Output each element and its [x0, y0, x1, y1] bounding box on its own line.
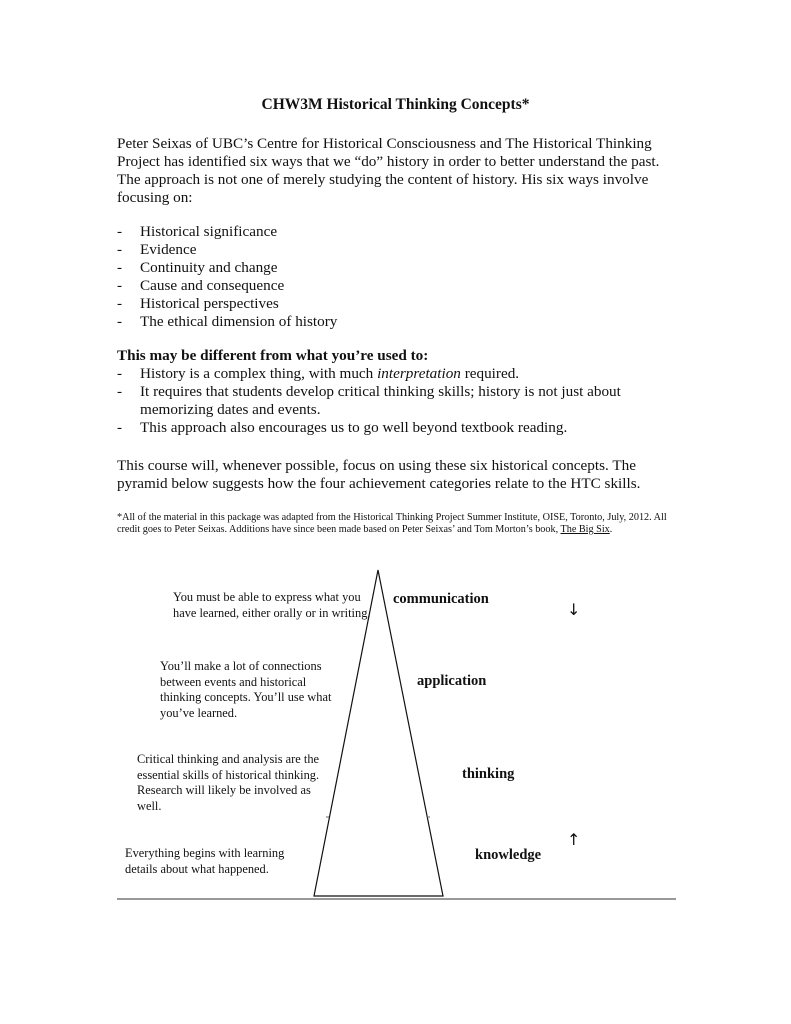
bullet-dash: -: [117, 241, 123, 258]
knowledge-label: knowledge: [475, 847, 542, 863]
page-title: CHW3M Historical Thinking Concepts*: [261, 96, 530, 113]
thinking-label: thinking: [462, 766, 515, 782]
thinking-description: Critical thinking and analysis are the essential skills of historical thinking. Research will likely be involved as well.: [137, 752, 320, 813]
application-label: application: [417, 673, 487, 689]
list-item: - Historical perspectives: [117, 295, 279, 312]
book-title: The Big Six: [560, 524, 610, 535]
communication-description: You must be able to express what you have learned, either orally or in writing.: [173, 590, 371, 620]
arrow-up-icon: ↑: [567, 830, 581, 849]
bullet-dash: -: [117, 365, 123, 382]
list-item: - Evidence: [117, 241, 197, 258]
closing-paragraph: This course will, whenever possible, focus on using these six historical concepts. The pyramid below suggests how the four achievement categories relate to the HTC skills.: [117, 457, 641, 492]
knowledge-description: Everything begins with learning details about what happened.: [125, 846, 285, 876]
bullet-dash: -: [117, 259, 123, 276]
intro-paragraph: Peter Seixas of UBC’s Centre for Historical Consciousness and The Historical Thinking Project has identified six ways that we “do” history in order to better understand the past. The approach is not one of merely studying the content of history. His six ways involve focusing on:: [117, 135, 660, 206]
list-item: - Historical significance: [117, 223, 278, 240]
list-item: - The ethical dimension of history: [117, 313, 338, 330]
bullet-dash: -: [117, 383, 123, 400]
differences-heading: This may be different from what you’re used to:: [117, 347, 429, 364]
communication-label: communication: [393, 591, 489, 607]
bullet-dash: -: [117, 223, 123, 240]
application-description: You’ll make a lot of connections between events and historical thinking concepts. You’ll use what you’ve learned.: [160, 659, 332, 720]
list-item: - Cause and consequence: [117, 277, 285, 294]
list-item: - This approach also encourages us to go well beyond textbook reading.: [117, 419, 568, 436]
list-item: - Continuity and change: [117, 259, 278, 276]
bullet-dash: -: [117, 277, 123, 294]
footnote: *All of the material in this package was adapted from the Historical Thinking Project Summer Institute, OISE, Toronto, July, 2012. All credit goes to Peter Seixas. Additions have since been made based on Peter Seixas’ and Tom Morton’s book, The Big Six.: [117, 512, 667, 535]
arrow-down-icon: ↓: [567, 600, 581, 619]
list-item: - It requires that students develop critical thinking skills; history is not just about memorizing dates and events.: [117, 383, 621, 418]
bullet-dash: -: [117, 295, 123, 312]
emphasis-text: interpretation: [377, 365, 461, 382]
bullet-dash: -: [117, 313, 123, 330]
list-item: - History is a complex thing, with much interpretation required.: [117, 365, 520, 382]
bullet-dash: -: [117, 419, 123, 436]
